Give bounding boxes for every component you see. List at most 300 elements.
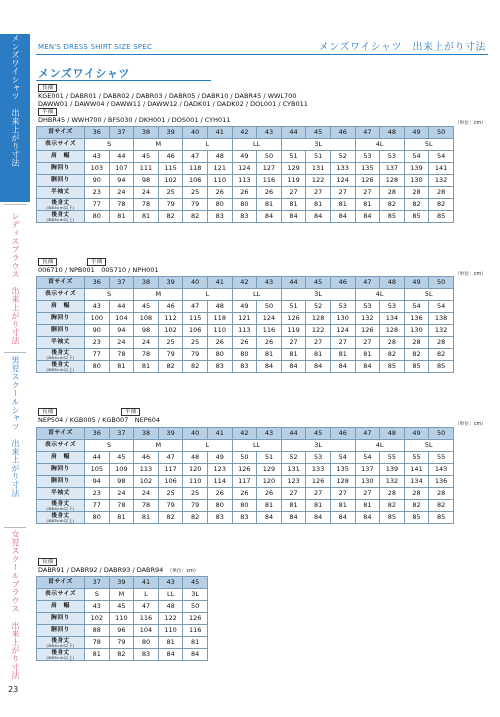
row-label-text: 表示サイズ [44,591,77,597]
row-label-text: 首サイズ [48,279,73,285]
size-cell: 130 [404,325,429,337]
sidebar-tab-label: レディスブラウス 出来上がり寸法 [11,212,20,345]
size-cell: 54 [404,301,429,313]
row-label-note: (B85cm以上) [46,216,75,222]
chest-row [37,313,454,325]
size-cell: 81 [134,361,159,373]
size-cell: 46 [330,428,355,440]
size-cell: 116 [257,175,282,187]
back-length-b85-row [37,512,454,524]
size-cell: 108 [134,313,159,325]
sidebar-tab-label: 女児スクールブラウス 出来上がり寸法 [11,530,20,680]
size-cell: 80 [207,199,232,211]
size-cell: 85 [429,361,454,373]
neck-size-row [37,277,454,289]
size-cell: 46 [330,277,355,289]
size-cell: 143 [429,464,454,476]
back-length-b85-row [37,361,454,373]
size-cell: 43 [257,277,282,289]
row-label [37,301,85,313]
size-cell: 81 [355,199,380,211]
size-cell: 50 [429,127,454,139]
size-cell: 126 [355,325,380,337]
size-cell: 45 [306,127,331,139]
size-cell: 84 [330,211,355,223]
size-cell: 50 [183,601,208,613]
size-cell: 23 [85,488,110,500]
size-cell: LL [232,289,281,301]
size-cell: 129 [257,464,282,476]
size-cell: 25 [183,187,208,199]
size-cell: 82 [404,349,429,361]
size-cell: 83 [232,361,257,373]
size-cell: 50 [232,452,257,464]
sidebar-tab-label: メンズワイシャツ 出来上がり寸法 [11,34,20,167]
size-cell: 78 [134,199,159,211]
size-cell: 81 [306,349,331,361]
size-cell: 136 [404,313,429,325]
size-cell: 49 [207,452,232,464]
product-codes: NEP504 / KGB005 / KGB007 NEP604 [38,416,161,424]
size-cell: 53 [330,301,355,313]
size-cell: 105 [85,464,110,476]
size-cell: 45 [109,601,134,613]
size-cell: 41 [207,127,232,139]
size-cell: 27 [306,337,331,349]
row-label [37,313,85,325]
size-cell: 38 [134,127,159,139]
size-cell: 47 [355,277,380,289]
size-cell: 124 [330,325,355,337]
header-spec-title: MEN'S DRESS SHIRT SIZE SPEC [38,43,153,51]
size-cell: 45 [134,151,159,163]
size-cell: 43 [257,428,282,440]
size-cell: 25 [183,488,208,500]
size-cell: 81 [281,349,306,361]
size-cell: 77 [85,199,110,211]
size-cell: 120 [183,464,208,476]
size-cell: 81 [281,199,306,211]
size-cell: 129 [281,163,306,175]
row-label-text: 胸回り [51,615,70,621]
size-cell: 124 [330,175,355,187]
size-cell: 84 [306,211,331,223]
row-label-text: 半袖丈 [51,490,70,496]
size-cell: 106 [183,325,208,337]
size-cell: 3L [183,589,208,601]
size-cell: 24 [109,488,134,500]
size-cell: 26 [232,187,257,199]
size-cell: L [134,589,159,601]
size-cell: 50 [257,301,282,313]
size-cell: 84 [257,512,282,524]
size-cell: 113 [232,325,257,337]
size-cell: 81 [109,512,134,524]
size-cell: 54 [429,151,454,163]
product-codes: DHBR45 / WWH700 / BFS030 / DKH001 / DOS001 / CYH011 [38,116,231,124]
size-cell: 81 [330,349,355,361]
size-cell: 52 [281,452,306,464]
size-cell: 54 [404,151,429,163]
size-cell: 4L [355,440,404,452]
size-cell: 23 [85,187,110,199]
size-cell: 116 [183,625,208,637]
size-cell: 37 [109,428,134,440]
sidebar-tab-label: 男児スクールシャツ 出来上がり寸法 [11,356,20,498]
size-cell: 128 [380,175,405,187]
size-cell: 90 [85,325,110,337]
size-cell: 26 [257,488,282,500]
size-cell: 48 [207,301,232,313]
size-cell: 37 [109,127,134,139]
product-codes: KGE001 / DABR01 / DABR02 / DABR03 / DABR05 / DABR10 / DABR45 / WWL700 [38,92,297,100]
size-cell: 110 [207,175,232,187]
size-cell: 27 [330,488,355,500]
size-cell: 47 [355,127,380,139]
row-label [37,577,85,589]
size-cell: 88 [85,625,110,637]
half-sleeve-row [37,187,454,199]
unit-label: （単位：cm） [454,272,486,277]
size-cell: 82 [380,199,405,211]
size-cell: S [85,440,134,452]
back-length-b84-row [37,349,454,361]
size-cell: 84 [330,361,355,373]
size-cell: 128 [380,325,405,337]
size-cell: 126 [232,464,257,476]
row-label-text: 表示サイズ [44,442,77,448]
size-cell: S [85,589,110,601]
size-cell: 82 [429,500,454,512]
size-cell: 81 [134,512,159,524]
size-cell: 53 [355,301,380,313]
size-cell: 26 [232,337,257,349]
sidebar-tab-mens-shirt[interactable] [0,34,30,202]
size-cell: 130 [330,313,355,325]
size-cell: 122 [306,175,331,187]
size-cell: 121 [232,313,257,325]
size-cell: 102 [158,175,183,187]
size-cell: 117 [232,476,257,488]
row-label-note: (B84cm以下) [46,642,75,648]
size-cell: 28 [380,187,405,199]
size-cell: 44 [85,452,110,464]
unit-label: （単位：cm） [167,569,199,574]
size-cell: 24 [134,337,159,349]
row-label [37,211,85,223]
shoulder-width-row [37,301,454,313]
size-cell: 81 [330,199,355,211]
size-cell: 26 [257,337,282,349]
sidebar-divider [4,352,26,353]
size-cell: 126 [281,313,306,325]
size-table-4 [36,576,208,661]
size-cell: 3L [281,289,355,301]
size-cell: 24 [109,337,134,349]
size-cell: 47 [355,428,380,440]
size-cell: 84 [355,211,380,223]
row-label-text: 胴回り [51,478,70,484]
size-cell: 28 [380,488,405,500]
size-cell: 80 [232,349,257,361]
product-codes-block-1 [38,84,308,124]
neck-size-row [37,127,454,139]
size-cell: 48 [380,127,405,139]
row-label-text: 表示サイズ [44,141,77,147]
row-label [37,163,85,175]
row-label [37,187,85,199]
size-cell: 40 [183,428,208,440]
size-cell: 46 [330,127,355,139]
sidebar-tab-ladies-blouse[interactable] [0,212,30,347]
size-cell: 82 [380,500,405,512]
size-cell: 94 [109,175,134,187]
row-label-text: 後身丈 [51,211,70,218]
size-cell: 38 [134,277,159,289]
size-table-1 [36,126,454,223]
size-cell: 113 [232,175,257,187]
size-cell: 81 [109,211,134,223]
row-label [37,151,85,163]
size-cell: 82 [109,649,134,661]
size-cell: 82 [404,500,429,512]
size-cell: 81 [85,649,110,661]
product-codes-block-2 [38,258,159,274]
row-label [37,637,85,649]
size-cell: 48 [380,277,405,289]
size-cell: 24 [134,488,159,500]
size-cell: 141 [404,464,429,476]
size-cell: 104 [109,313,134,325]
size-cell: M [109,589,134,601]
sleeve-tag: 長袖 [38,84,57,92]
size-cell: 39 [158,127,183,139]
neck-size-row [37,428,454,440]
size-cell: 43 [158,577,183,589]
size-cell: 36 [85,277,110,289]
size-cell: 44 [281,127,306,139]
size-cell: 126 [306,476,331,488]
row-label-text: 後身丈 [51,500,70,507]
size-cell: 78 [109,500,134,512]
size-cell: 28 [404,337,429,349]
size-cell: 128 [306,313,331,325]
size-cell: 81 [257,199,282,211]
row-label [37,476,85,488]
sidebar-divider [4,204,26,205]
chest-row [37,613,208,625]
size-cell: 117 [158,464,183,476]
size-cell: 136 [429,476,454,488]
size-cell: 37 [85,577,110,589]
size-cell: 3L [281,440,355,452]
size-cell: 134 [404,476,429,488]
row-label-note: (B84cm以下) [46,354,75,360]
size-cell: 51 [281,301,306,313]
row-label [37,199,85,211]
size-cell: 82 [158,361,183,373]
size-cell: 79 [183,199,208,211]
sleeve-tag: 半袖 [87,258,106,266]
row-label-text: 首サイズ [48,579,73,585]
size-cell: 80 [85,211,110,223]
row-label [37,649,85,661]
size-cell: 28 [404,187,429,199]
waist-row [37,325,454,337]
size-cell: 80 [134,637,159,649]
row-label-text: 胴回り [51,177,70,183]
size-cell: 79 [183,500,208,512]
size-cell: 138 [429,313,454,325]
size-cell: 119 [281,325,306,337]
row-label [37,488,85,500]
size-cell: 5L [404,289,453,301]
header-page-title: メンズワイシャツ 出来上がり寸法 [318,42,486,53]
size-cell: 102 [158,325,183,337]
row-label [37,361,85,373]
size-cell: 79 [109,637,134,649]
size-cell: 82 [380,349,405,361]
size-cell: 45 [134,301,159,313]
size-cell: 83 [207,211,232,223]
size-cell: 41 [207,428,232,440]
size-cell: 137 [355,464,380,476]
size-cell: M [134,289,183,301]
size-cell: 28 [429,337,454,349]
size-cell: 78 [134,349,159,361]
size-cell: 82 [429,199,454,211]
size-cell: 50 [257,151,282,163]
size-cell: 83 [232,512,257,524]
row-label [37,512,85,524]
size-cell: 81 [109,361,134,373]
size-cell: 49 [404,127,429,139]
size-cell: 27 [281,337,306,349]
size-cell: L [183,289,232,301]
row-label-text: 胴回り [51,327,70,333]
size-cell: 139 [380,464,405,476]
size-cell: L [183,139,232,151]
size-cell: 40 [183,277,208,289]
size-cell: 128 [330,476,355,488]
size-cell: 49 [404,428,429,440]
size-cell: 132 [429,325,454,337]
size-cell: 90 [85,175,110,187]
size-cell: 45 [306,428,331,440]
size-cell: 3L [281,139,355,151]
size-cell: 85 [380,512,405,524]
sidebar-tab-boys-school-shirt[interactable] [0,356,30,516]
size-cell: 43 [85,601,110,613]
size-cell: 110 [109,613,134,625]
size-cell: 79 [158,500,183,512]
product-codes-block-4 [38,558,199,576]
size-cell: 85 [404,211,429,223]
size-cell: 80 [232,199,257,211]
row-label [37,613,85,625]
size-cell: 83 [232,211,257,223]
size-cell: 110 [158,625,183,637]
size-table-2 [36,276,454,373]
row-label [37,601,85,613]
waist-row [37,476,454,488]
row-label-text: 胸回り [51,466,70,472]
size-cell: 55 [404,452,429,464]
size-cell: 85 [404,361,429,373]
size-cell: 141 [429,163,454,175]
back-length-b84-row [37,637,208,649]
size-cell: 26 [207,187,232,199]
row-label-text: 後身丈 [51,349,70,356]
size-cell: 100 [85,313,110,325]
size-cell: 27 [330,187,355,199]
size-cell: 42 [232,428,257,440]
size-cell: 81 [355,500,380,512]
sleeve-tag: 半袖 [121,408,140,416]
size-cell: 132 [429,175,454,187]
size-cell: 80 [85,512,110,524]
size-cell: 104 [134,625,159,637]
row-label [37,440,85,452]
sidebar-tab-girls-school-blouse[interactable] [0,530,30,690]
size-cell: 5L [404,440,453,452]
size-cell: 94 [109,325,134,337]
row-label [37,428,85,440]
size-cell: 82 [183,211,208,223]
back-length-b84-row [37,199,454,211]
size-cell: 81 [257,500,282,512]
size-cell: 82 [429,349,454,361]
size-cell: 78 [134,500,159,512]
sidebar-divider [4,527,26,528]
half-sleeve-row [37,337,454,349]
size-cell: 40 [183,127,208,139]
size-cell: 25 [183,337,208,349]
size-cell: 85 [380,361,405,373]
size-cell: 28 [429,187,454,199]
row-label-text: 後身丈 [51,199,70,206]
size-cell: 130 [355,476,380,488]
size-cell: 81 [355,349,380,361]
display-size-row [37,289,454,301]
waist-row [37,625,208,637]
size-cell: 130 [404,175,429,187]
size-cell: L [183,440,232,452]
size-cell: 94 [85,476,110,488]
product-codes-block-3 [38,408,160,424]
size-cell: 50 [429,277,454,289]
size-cell: 27 [355,337,380,349]
size-cell: 78 [85,637,110,649]
size-cell: 84 [355,512,380,524]
sleeve-tag: 長袖 [38,258,57,266]
size-cell: 79 [183,349,208,361]
size-cell: 24 [134,187,159,199]
size-cell: 54 [429,301,454,313]
size-cell: 24 [109,187,134,199]
size-cell: 83 [134,649,159,661]
size-cell: M [134,440,183,452]
size-cell: 48 [380,428,405,440]
size-cell: 27 [306,488,331,500]
size-cell: 44 [109,151,134,163]
row-label [37,289,85,301]
size-cell: 46 [134,452,159,464]
header-rule [36,54,488,55]
size-cell: 83 [207,361,232,373]
display-size-row [37,139,454,151]
size-cell: 43 [85,301,110,313]
